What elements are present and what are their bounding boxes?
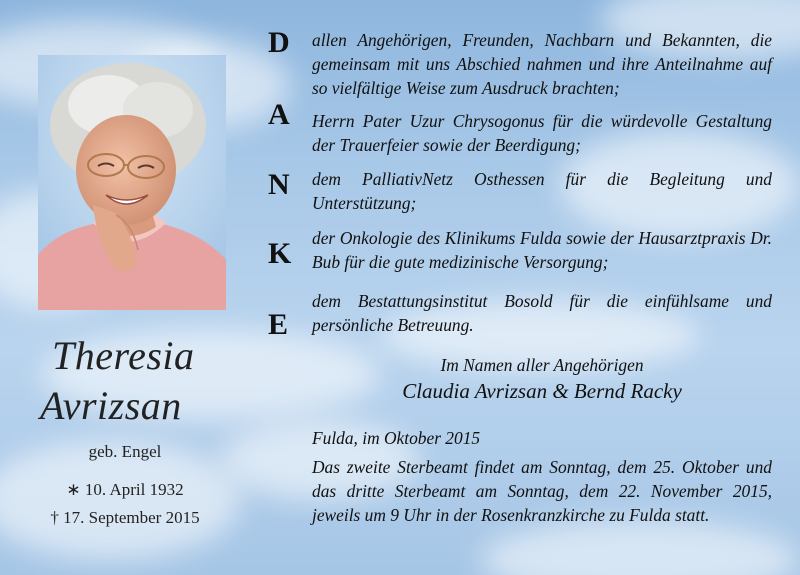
- thanks-entry-palliative: dem PalliativNetz Osthessen für die Begleitung und Unterstützung;: [312, 169, 772, 213]
- portrait-photo: [38, 55, 226, 310]
- danke-letter-d: D: [268, 26, 290, 59]
- place-date: Fulda, im Oktober 2015: [312, 428, 481, 448]
- deceased-first-name: Theresia: [52, 333, 195, 378]
- signature-names: Claudia Avrizsan & Bernd Racky: [402, 379, 682, 403]
- danke-letter-n: N: [268, 168, 290, 201]
- danke-letter-e: E: [268, 308, 289, 341]
- danke-letter-k: K: [268, 237, 292, 270]
- deceased-last-name: Avrizsan: [40, 383, 182, 428]
- thanks-entry-oncology: der Onkologie des Klinikums Fulda sowie der Hausarztpraxis Dr. Bub für die gute medizinische Versorgung;: [312, 228, 772, 272]
- thanks-entry-funeral-home: dem Bestattungsinstitut Bosold für die einfühlsame und persönliche Betreuung.: [312, 291, 772, 335]
- death-date: † 17. September 2015: [50, 508, 200, 527]
- danke-letter-a: A: [268, 98, 290, 131]
- birth-date: ∗ 10. April 1932: [66, 480, 184, 499]
- thanks-entry-priest: Herrn Pater Uzur Chrysogonus für die würdevolle Gestaltung der Trauerfeier sowie der Beerdigung;: [312, 111, 772, 155]
- signature-intro: Im Namen aller Angehörigen: [440, 355, 644, 375]
- maiden-name: geb. Engel: [88, 442, 162, 461]
- cloud: [480, 520, 800, 575]
- memorial-service-note: Das zweite Sterbeamt findet am Sonntag, dem 25. Oktober und das dritte Sterbeamt am Sonntag, dem 22. November 2015, jeweils um 9 Uhr in der Rosenkranzkirche zu Fulda statt.: [312, 457, 772, 525]
- thanks-entry-relatives: allen Angehörigen, Freunden, Nachbarn und Bekannten, die gemeinsam mit uns Abschied nahmen und ihre Anteilnahme auf so vielfältige Weise zum Ausdruck brachten;: [312, 30, 772, 98]
